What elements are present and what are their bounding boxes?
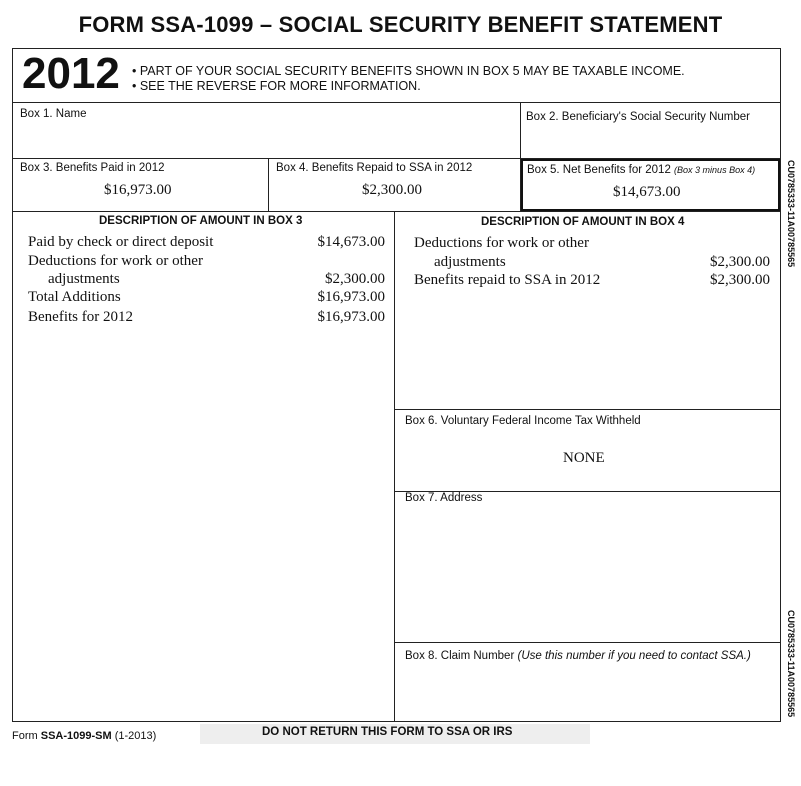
divider xyxy=(520,102,521,158)
form-date: (1-2013) xyxy=(114,730,157,742)
desc-box4-heading: DESCRIPTION OF AMOUNT IN BOX 4 xyxy=(481,216,685,228)
form-frame xyxy=(12,48,781,722)
divider xyxy=(394,642,781,643)
box3-value: $16,973.00 xyxy=(104,182,172,198)
box7-label: Box 7. Address xyxy=(405,492,483,504)
desc4-row-amount: $2,300.00 xyxy=(710,254,770,270)
notice-2: • SEE THE REVERSE FOR MORE INFORMATION. xyxy=(132,79,421,93)
desc4-row-label: Deductions for work or other xyxy=(414,235,589,251)
box2-label: Box 2. Beneficiary's Social Security Number xyxy=(526,111,750,123)
desc3-row-amount: $2,300.00 xyxy=(325,271,385,287)
form-prefix: Form xyxy=(12,730,38,742)
box1-label: Box 1. Name xyxy=(20,108,87,120)
box5-label-note: (Box 3 minus Box 4) xyxy=(674,165,756,175)
form-title: FORM SSA-1099 – SOCIAL SECURITY BENEFIT STATEMENT xyxy=(78,12,723,37)
box8-label xyxy=(405,650,751,662)
box5-value: $14,673.00 xyxy=(613,184,681,200)
box4-label: Box 4. Benefits Repaid to SSA in 2012 xyxy=(276,162,473,174)
desc3-row-label: Paid by check or direct deposit xyxy=(28,234,214,250)
return-warning: DO NOT RETURN THIS FORM TO SSA OR IRS xyxy=(262,726,513,738)
form-number: SSA-1099-SM xyxy=(40,730,112,742)
desc3-row-label: Benefits for 2012 xyxy=(28,309,133,325)
divider xyxy=(12,211,781,212)
form-id xyxy=(12,730,156,742)
box4-value: $2,300.00 xyxy=(362,182,422,198)
desc4-row-label: Benefits repaid to SSA in 2012 xyxy=(414,272,601,288)
tax-year: 2012 xyxy=(22,49,120,98)
side-code-bottom: CU0785333-11A00785565 xyxy=(786,610,796,718)
box5-label-text: Box 5. Net Benefits for 2012 xyxy=(527,164,671,176)
desc4-row-label: adjustments xyxy=(434,254,506,270)
divider xyxy=(394,211,395,722)
desc3-row-amount: $16,973.00 xyxy=(317,309,385,325)
box5-label xyxy=(527,164,755,176)
box6-value: NONE xyxy=(563,450,605,466)
divider xyxy=(12,102,781,103)
desc3-row-amount: $14,673.00 xyxy=(317,234,385,250)
desc-box3-heading: DESCRIPTION OF AMOUNT IN BOX 3 xyxy=(99,215,303,227)
desc3-row-label: adjustments xyxy=(48,271,120,287)
desc3-row-label: Total Additions xyxy=(28,289,121,305)
box6-label: Box 6. Voluntary Federal Income Tax Withheld xyxy=(405,415,641,427)
divider xyxy=(268,158,269,211)
desc4-row-amount: $2,300.00 xyxy=(710,272,770,288)
box8-label-note: (Use this number if you need to contact SSA.) xyxy=(517,650,751,662)
desc3-row-amount: $16,973.00 xyxy=(317,289,385,305)
notice-1: • PART OF YOUR SOCIAL SECURITY BENEFITS SHOWN IN BOX 5 MAY BE TAXABLE INCOME. xyxy=(132,64,685,78)
box3-label: Box 3. Benefits Paid in 2012 xyxy=(20,162,165,174)
divider xyxy=(394,409,781,410)
box8-label-text: Box 8. Claim Number xyxy=(405,650,515,662)
side-code-top: CU0785333-11A00785565 xyxy=(786,160,796,268)
desc3-row-label: Deductions for work or other xyxy=(28,253,203,269)
